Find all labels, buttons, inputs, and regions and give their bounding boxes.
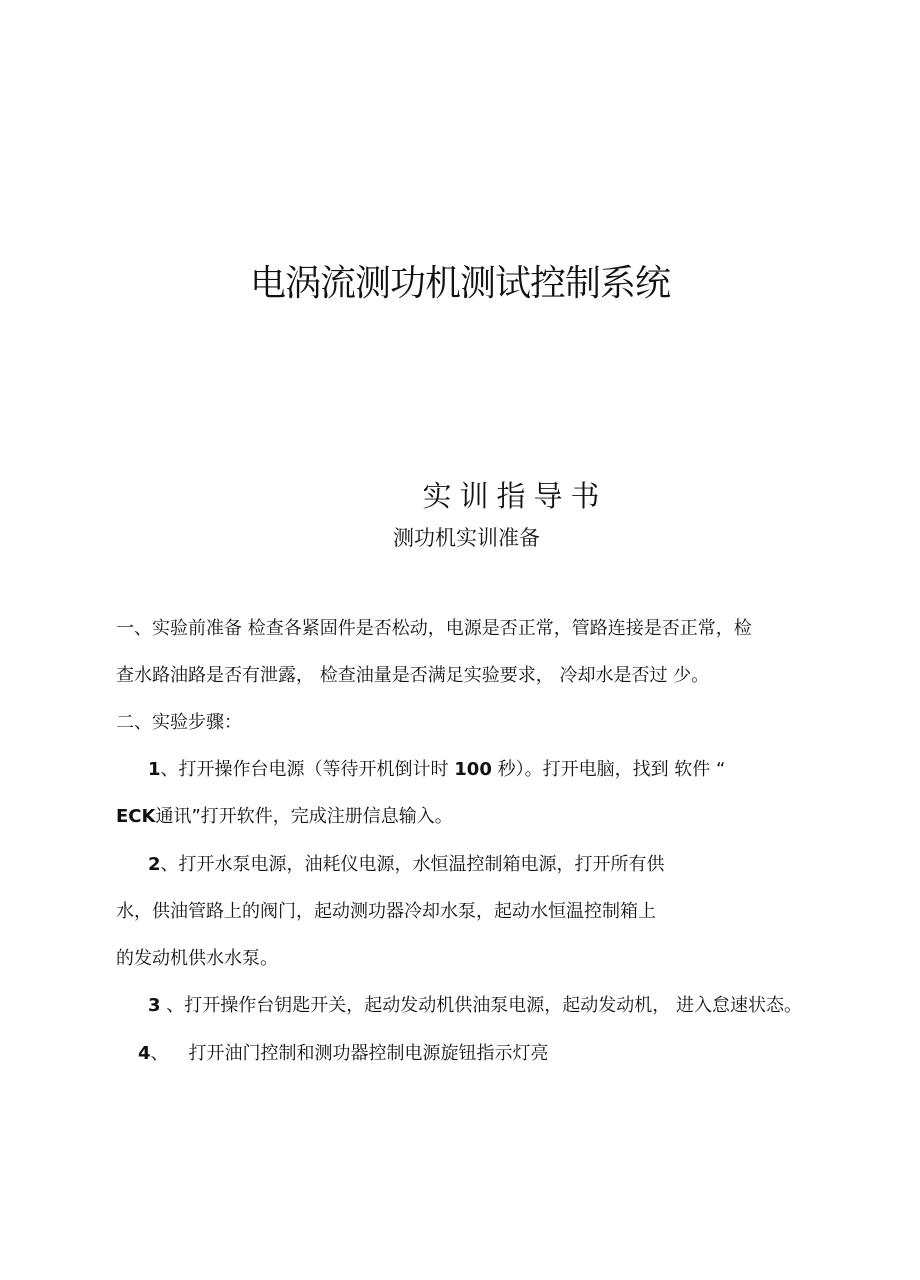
step-1-countdown-value: 100	[454, 759, 492, 780]
step-4-number: 4	[138, 1043, 151, 1064]
document-subtitle: 实训指导书	[422, 479, 608, 513]
prep-line-1: 一、实验前准备 检查各紧固件是否松动，电源是否正常，管路连接是否正常，检	[116, 618, 752, 639]
step-4-line	[138, 1042, 549, 1066]
step-1-continuation	[116, 805, 453, 829]
step-1-number: 1	[148, 759, 161, 780]
step-2-text: 、打开水泵电源，油耗仪电源，水恒温控制箱电源，打开所有供	[160, 854, 665, 875]
step-1-text-b: 秒）。打开电脑，找到 软件 “	[491, 759, 726, 780]
document-title: 电涡流测功机测试控制系统	[249, 263, 670, 304]
steps-heading: 二、实验步骤：	[116, 712, 242, 733]
step-2-number: 2	[148, 854, 161, 875]
step-3-line	[148, 994, 802, 1018]
step-1-text-a: 、打开操作台电源（等待开机倒计时	[160, 759, 455, 780]
step-1-continuation-text: 通讯”打开软件，完成注册信息输入。	[155, 806, 453, 827]
step-2-continuation-2: 的发动机供水水泵。	[116, 948, 278, 969]
step-2-line	[148, 853, 665, 877]
section-title: 测功机实训准备	[393, 526, 540, 550]
step-3-number: 3	[148, 995, 161, 1016]
step-1-software-prefix: ECK	[116, 806, 156, 827]
step-4-separator: 、	[150, 1043, 169, 1064]
step-2-continuation-1: 水，供油管路上的阀门，起动测功器冷却水泵，起动水恒温控制箱上	[116, 901, 656, 922]
prep-line-2: 查水路油路是否有泄露， 检查油量是否满足实验要求， 冷却水是否过 少。	[116, 665, 710, 686]
step-3-text: 、打开操作台钥匙开关，起动发动机供油泵电源，起动发动机， 进入怠速状态。	[160, 995, 802, 1016]
step-4-text: 打开油门控制和测功器控制电源旋钮指示灯亮	[188, 1043, 549, 1064]
step-1-line	[148, 758, 725, 782]
